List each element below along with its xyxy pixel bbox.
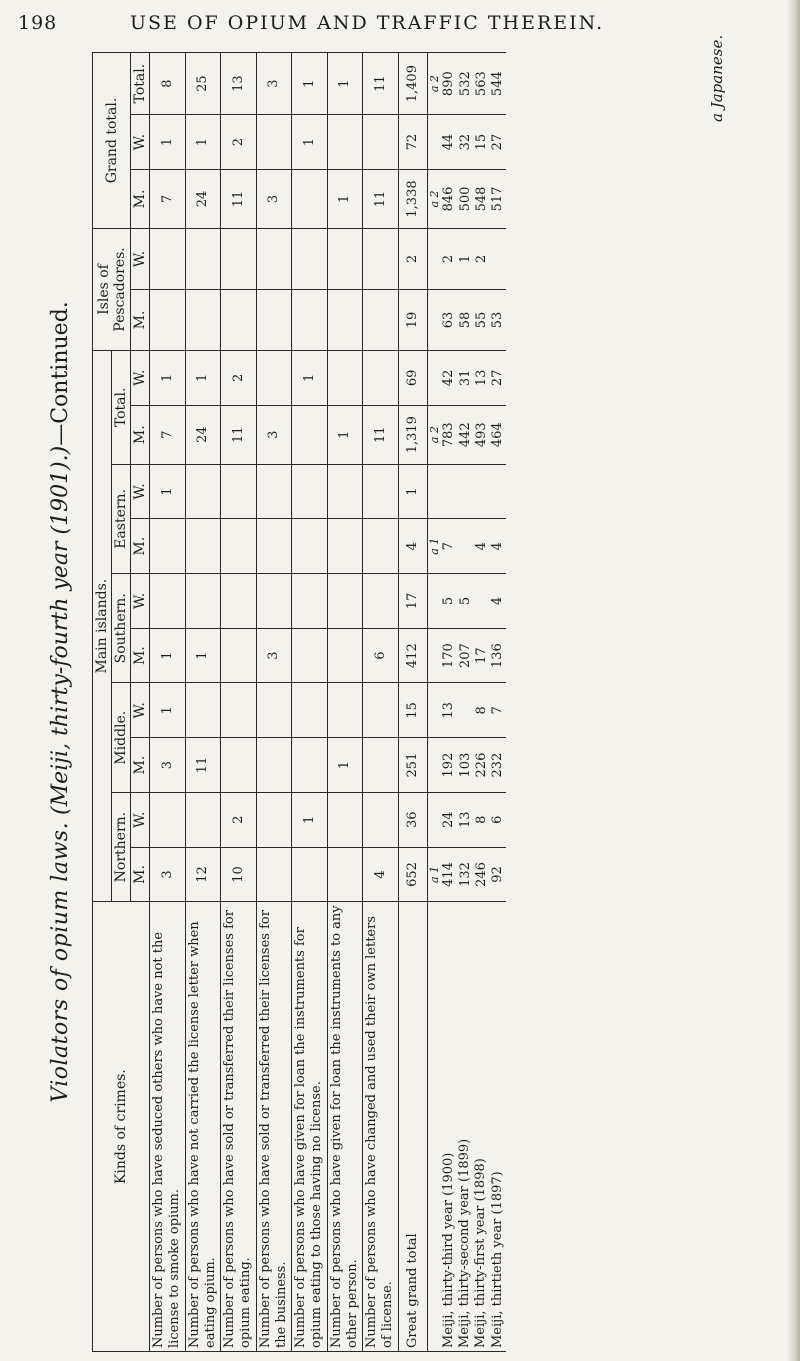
header-m: M. [131, 738, 150, 793]
table-cell: 11 [363, 169, 399, 228]
table-cell [292, 405, 328, 464]
table-cell: 11 [221, 169, 257, 228]
crime-label: Meiji, thirty-second year (1899) [457, 902, 473, 1352]
table-cell: 7 [490, 683, 506, 738]
table-cell [473, 574, 489, 629]
table-cell: 1 [150, 683, 186, 738]
table-cell [185, 792, 221, 847]
header-grand-total: Grand total. [93, 53, 131, 229]
table-cell: 532 [457, 53, 473, 115]
crimes-table [92, 52, 506, 1352]
note-marks-label [427, 902, 441, 1352]
table-cell [221, 683, 257, 738]
table-cell: 132 [457, 847, 473, 902]
header-main-islands: Main islands. [93, 350, 112, 901]
table-cell: 1 [457, 228, 473, 289]
table-cell [256, 464, 292, 519]
header-w: W. [131, 115, 150, 170]
table-cell: 2 [441, 228, 457, 289]
note-mark [427, 683, 441, 738]
table-cell: 27 [490, 350, 506, 405]
table-row [185, 53, 221, 1352]
header-total: Total. [112, 350, 131, 464]
table-cell: 136 [490, 628, 506, 683]
crime-label: Number of persons who have changed and used their own letters of license. [363, 902, 399, 1352]
table-cell [327, 628, 363, 683]
table-row [256, 53, 292, 1352]
table-cell: 15 [398, 683, 427, 738]
table-cell: 11 [363, 405, 399, 464]
table-cell: 31 [457, 350, 473, 405]
table-cell: 13 [441, 683, 457, 738]
table-cell: 36 [398, 792, 427, 847]
crime-label: Number of persons who have not carried the license letter when eating opium. [185, 902, 221, 1352]
table-cell [256, 228, 292, 289]
table-cell [150, 289, 186, 350]
table-cell: 5 [441, 574, 457, 629]
year-row [457, 53, 473, 1352]
table-cell [292, 628, 328, 683]
table-cell [327, 683, 363, 738]
table-cell: 3 [150, 738, 186, 793]
table-cell: 11 [363, 53, 399, 115]
table-cell: 1 [292, 115, 328, 170]
table-cell [292, 574, 328, 629]
table-cell [221, 228, 257, 289]
table-cell [185, 464, 221, 519]
table-title [36, 52, 86, 1352]
table-cell: 1 [185, 628, 221, 683]
table-cell: 2 [221, 350, 257, 405]
note-mark: a 2 [427, 53, 441, 115]
table-cell [292, 519, 328, 574]
crime-label: Number of persons who have given for loan the instruments for opium eating to those having no license. [292, 902, 328, 1352]
table-cell: 4 [490, 519, 506, 574]
table-cell [292, 169, 328, 228]
crime-label: Meiji, thirty-third year (1900) [441, 902, 457, 1352]
table-row [363, 53, 399, 1352]
table-cell [292, 738, 328, 793]
table-cell: 44 [441, 115, 457, 170]
table-cell: 27 [490, 115, 506, 170]
table-cell [327, 228, 363, 289]
table-cell [327, 464, 363, 519]
table-cell: 2 [473, 228, 489, 289]
table-title-text: Violators of opium laws. [48, 821, 73, 1103]
note-mark: a 2 [427, 405, 441, 464]
table-cell [292, 464, 328, 519]
table-cell: 6 [363, 628, 399, 683]
footnote: a Japanese. [708, 34, 726, 122]
table-cell: 19 [398, 289, 427, 350]
table-cell [256, 738, 292, 793]
header-m: M. [131, 405, 150, 464]
table-cell: 2 [398, 228, 427, 289]
table-cell: 4 [363, 847, 399, 902]
table-cell [150, 228, 186, 289]
table-cell: 12 [185, 847, 221, 902]
table-cell [221, 289, 257, 350]
table-cell: 544 [490, 53, 506, 115]
table-cell [292, 289, 328, 350]
table-cell: 846 [441, 169, 457, 228]
note-marks-row [427, 53, 441, 1352]
year-row [441, 53, 457, 1352]
table-cell [363, 683, 399, 738]
crime-label: Number of persons who have seduced others who have not the license to smoke opium. [150, 902, 186, 1352]
table-cell [256, 115, 292, 170]
table-cell: 8 [150, 53, 186, 115]
note-mark [427, 228, 441, 289]
table-cell: 442 [457, 405, 473, 464]
table-cell: 1 [150, 350, 186, 405]
table-cell: 1 [292, 792, 328, 847]
table-cell [221, 738, 257, 793]
table-cell [441, 464, 457, 519]
table-cell [327, 847, 363, 902]
note-mark [427, 115, 441, 170]
table-cell: 192 [441, 738, 457, 793]
table-cell: 1 [327, 169, 363, 228]
note-mark: a 1 [427, 847, 441, 902]
table-cell [292, 847, 328, 902]
table-cell [363, 519, 399, 574]
table-cell [221, 574, 257, 629]
table-cell [185, 683, 221, 738]
table-cell [185, 228, 221, 289]
table-cell [363, 464, 399, 519]
table-cell: 6 [490, 792, 506, 847]
table-cell [327, 350, 363, 405]
header-w: W. [131, 792, 150, 847]
table-cell: 13 [221, 53, 257, 115]
table-cell [490, 228, 506, 289]
table-cell: 32 [457, 115, 473, 170]
table-cell [363, 228, 399, 289]
table-cell: 207 [457, 628, 473, 683]
table-cell: 92 [490, 847, 506, 902]
table-cell: 414 [441, 847, 457, 902]
table-cell: 24 [185, 405, 221, 464]
table-cell: 24 [441, 792, 457, 847]
note-mark: a 2 [427, 169, 441, 228]
table-cell: 2 [221, 115, 257, 170]
table-cell: 1 [150, 628, 186, 683]
table-cell: 2 [221, 792, 257, 847]
table-cell [256, 350, 292, 405]
header-southern: Southern. [112, 574, 131, 683]
table-cell: 5 [457, 574, 473, 629]
table-cell: 1 [292, 350, 328, 405]
table-cell [221, 628, 257, 683]
table-cell: 10 [221, 847, 257, 902]
table-cell: 890 [441, 53, 457, 115]
header-m: M. [131, 289, 150, 350]
note-mark [427, 289, 441, 350]
table-cell [150, 574, 186, 629]
header-eastern: Eastern. [112, 464, 131, 573]
header-m: M. [131, 519, 150, 574]
table-cell [256, 792, 292, 847]
table-cell: 246 [473, 847, 489, 902]
table-cell: 25 [185, 53, 221, 115]
table-cell: 3 [256, 169, 292, 228]
table-cell [363, 792, 399, 847]
table-cell: 1 [150, 115, 186, 170]
table-row [150, 53, 186, 1352]
table-row [221, 53, 257, 1352]
table-cell: 1 [398, 464, 427, 519]
note-mark [427, 464, 441, 519]
table-cell: 464 [490, 405, 506, 464]
table-cell: 517 [490, 169, 506, 228]
table-cell: 1 [327, 405, 363, 464]
table-cell: 11 [185, 738, 221, 793]
rotated-table-page [36, 34, 756, 1352]
table-cell [256, 574, 292, 629]
table-cell [363, 350, 399, 405]
table-cell: 3 [256, 405, 292, 464]
table-cell: 69 [398, 350, 427, 405]
table-cell: 493 [473, 405, 489, 464]
table-cell: 1,338 [398, 169, 427, 228]
table-cell: 11 [221, 405, 257, 464]
table-cell [327, 289, 363, 350]
header-w: W. [131, 683, 150, 738]
table-cell: 1 [327, 738, 363, 793]
table-row [327, 53, 363, 1352]
table-cell [457, 683, 473, 738]
page-number: 198 [18, 12, 58, 34]
table-cell: 63 [441, 289, 457, 350]
table-cell [327, 115, 363, 170]
note-mark [427, 738, 441, 793]
table-cell: 652 [398, 847, 427, 902]
table-cell: 3 [256, 53, 292, 115]
table-cell: 226 [473, 738, 489, 793]
table-cell: 1 [150, 464, 186, 519]
crime-label: Number of persons who have sold or transferred their licenses for opium eating. [221, 902, 257, 1352]
header-total-short: Total. [131, 53, 150, 115]
table-cell: 3 [256, 628, 292, 683]
header-m: M. [131, 628, 150, 683]
table-cell: 17 [398, 574, 427, 629]
table-continued: —Continued. [48, 301, 73, 446]
table-cell [150, 519, 186, 574]
great-total-row [398, 53, 427, 1352]
table-cell [150, 792, 186, 847]
table-cell: 42 [441, 350, 457, 405]
table-cell: 563 [473, 53, 489, 115]
table-cell: 4 [490, 574, 506, 629]
crime-label: Meiji, thirtieth year (1897) [490, 902, 506, 1352]
table-cell: 548 [473, 169, 489, 228]
table-cell: 251 [398, 738, 427, 793]
header-w: W. [131, 464, 150, 519]
header-m: M. [131, 847, 150, 902]
note-mark: a 1 [427, 519, 441, 574]
table-cell [363, 738, 399, 793]
table-cell [256, 847, 292, 902]
table-cell [363, 574, 399, 629]
table-cell: 1 [185, 115, 221, 170]
table-cell: 13 [473, 350, 489, 405]
table-cell: 3 [150, 847, 186, 902]
page-header [18, 8, 760, 40]
table-cell: 4 [473, 519, 489, 574]
table-cell [473, 464, 489, 519]
table-cell: 103 [457, 738, 473, 793]
crime-label: Number of persons who have sold or transferred their licenses for the business. [256, 902, 292, 1352]
table-cell: 8 [473, 683, 489, 738]
table-subtitle: (Meiji, thirty-fourth year (1901).) [48, 445, 73, 815]
header-m: M. [131, 169, 150, 228]
table-cell: 53 [490, 289, 506, 350]
table-row [292, 53, 328, 1352]
crime-label: Meiji, thirty-first year (1898) [473, 902, 489, 1352]
table-cell [221, 464, 257, 519]
crime-label: Number of persons who have given for loan the instruments to any other person. [327, 902, 363, 1352]
table-cell: 170 [441, 628, 457, 683]
table-cell: 58 [457, 289, 473, 350]
header-w: W. [131, 228, 150, 289]
table-cell: 15 [473, 115, 489, 170]
table-cell [327, 792, 363, 847]
table-cell [457, 519, 473, 574]
table-cell: 1,409 [398, 53, 427, 115]
year-row [473, 53, 489, 1352]
table-cell: 13 [457, 792, 473, 847]
table-cell [327, 574, 363, 629]
table-cell [327, 519, 363, 574]
year-row [490, 53, 506, 1352]
table-cell [185, 574, 221, 629]
header-pescadores: Isles of Pescadores. [93, 228, 131, 350]
page-binding-edge [786, 0, 800, 1361]
table-cell [292, 683, 328, 738]
table-cell: 232 [490, 738, 506, 793]
note-mark [427, 628, 441, 683]
table-cell: 500 [457, 169, 473, 228]
note-mark [427, 792, 441, 847]
table-cell [221, 519, 257, 574]
table-cell: 1 [185, 350, 221, 405]
note-mark [427, 574, 441, 629]
table-cell [256, 683, 292, 738]
note-mark [427, 350, 441, 405]
header-w: W. [131, 350, 150, 405]
table-cell [363, 289, 399, 350]
table-cell [457, 464, 473, 519]
table-cell: 55 [473, 289, 489, 350]
header-middle: Middle. [112, 683, 131, 792]
table-cell [490, 464, 506, 519]
table-cell [185, 519, 221, 574]
header-w: W. [131, 574, 150, 629]
crime-label: Great grand total [398, 902, 427, 1352]
table-cell [256, 519, 292, 574]
header-northern: Northern. [112, 792, 131, 901]
table-cell [363, 115, 399, 170]
table-cell: 17 [473, 628, 489, 683]
table-cell: 72 [398, 115, 427, 170]
table-cell [185, 289, 221, 350]
table-cell: 8 [473, 792, 489, 847]
table-cell: 4 [398, 519, 427, 574]
table-cell [256, 289, 292, 350]
header-kinds: Kinds of crimes. [93, 902, 150, 1352]
table-cell: 7 [150, 405, 186, 464]
table-cell: 1 [292, 53, 328, 115]
table-cell: 7 [441, 519, 457, 574]
table-cell: 783 [441, 405, 457, 464]
table-cell: 412 [398, 628, 427, 683]
table-cell: 7 [150, 169, 186, 228]
table-cell: 24 [185, 169, 221, 228]
table-cell: 1 [327, 53, 363, 115]
table-cell [292, 228, 328, 289]
table-cell: 1,319 [398, 405, 427, 464]
running-title: USE OF OPIUM AND TRAFFIC THEREIN. [130, 12, 605, 34]
